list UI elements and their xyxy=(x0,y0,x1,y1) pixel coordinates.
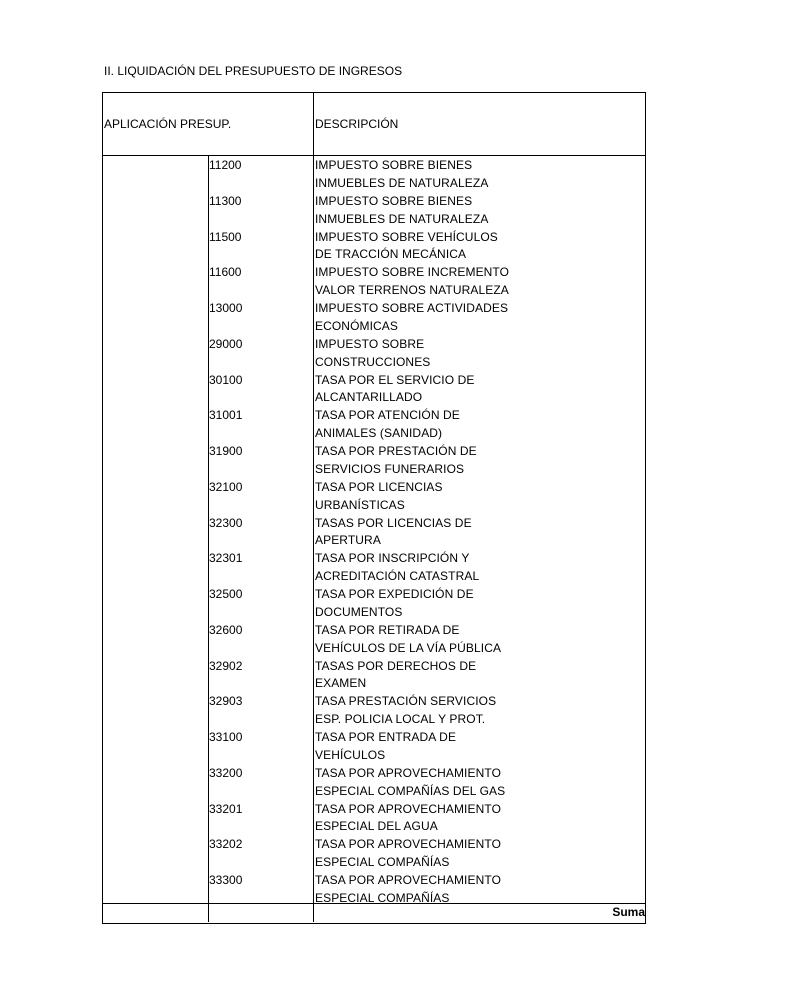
table-row xyxy=(103,336,645,372)
row-code: 32902 xyxy=(209,658,243,673)
table-row xyxy=(103,801,645,837)
row-description-line1: TASA POR PRESTACIÓN DE xyxy=(315,444,477,458)
row-description xyxy=(315,729,456,765)
table-row xyxy=(103,622,645,658)
document-title: II. LIQUIDACIÓN DEL PRESUPUESTO DE INGRESOS xyxy=(104,64,403,78)
row-code: 32500 xyxy=(209,587,243,601)
row-description-line2: ECONÓMICAS xyxy=(315,318,399,333)
row-code: 31900 xyxy=(209,444,243,458)
row-description-line1: TASA POR LICENCIAS xyxy=(315,479,443,494)
table-row xyxy=(103,693,645,729)
row-description xyxy=(315,586,474,622)
table-body xyxy=(103,157,645,908)
row-code: 13000 xyxy=(209,301,243,315)
row-code: 33200 xyxy=(209,765,243,780)
row-description-line1: TASAS POR DERECHOS DE xyxy=(315,658,477,673)
row-description-line2: ACREDITACIÓN CATASTRAL xyxy=(315,569,480,584)
row-code: 29000 xyxy=(209,336,243,351)
row-description xyxy=(315,836,501,872)
table-row xyxy=(103,729,645,765)
row-description xyxy=(315,300,508,336)
table-row xyxy=(103,264,645,300)
row-code: 11300 xyxy=(209,193,242,208)
table-row xyxy=(103,372,645,408)
row-description-line2: ESP. POLICIA LOCAL Y PROT. xyxy=(315,712,486,727)
row-description-line2: VALOR TERRENOS NATURALEZA xyxy=(315,283,509,298)
row-description xyxy=(315,515,472,551)
table-row xyxy=(103,407,645,443)
table-row xyxy=(103,586,645,622)
row-description-line1: TASA POR RETIRADA DE xyxy=(315,622,460,637)
row-description-line1: TASA POR EL SERVICIO DE xyxy=(315,372,475,387)
row-description xyxy=(315,872,501,908)
table-row xyxy=(103,157,645,193)
row-description-line2: CONSTRUCCIONES xyxy=(315,354,431,369)
row-description-line1: TASA POR APROVECHAMIENTO xyxy=(315,801,501,816)
row-description xyxy=(315,193,488,229)
row-description-line1: IMPUESTO SOBRE BIENES xyxy=(315,158,473,172)
row-code: 11600 xyxy=(209,265,242,280)
table-row xyxy=(103,300,645,336)
row-code: 33201 xyxy=(209,801,243,816)
table-row xyxy=(103,872,645,908)
row-code: 33300 xyxy=(209,873,243,887)
row-description xyxy=(315,443,477,479)
row-description-line1: TASA POR EXPEDICIÓN DE xyxy=(315,587,474,601)
row-description xyxy=(315,801,501,837)
row-description-line2: DE TRACCIÓN MECÁNICA xyxy=(315,247,467,262)
row-description xyxy=(315,658,476,694)
row-description xyxy=(315,479,443,515)
table-row xyxy=(103,479,645,515)
row-description xyxy=(315,264,509,300)
row-description-line1: IMPUESTO SOBRE INCREMENTO xyxy=(315,265,510,280)
row-code: 31001 xyxy=(209,408,243,423)
row-code: 11500 xyxy=(209,229,242,244)
row-description-line1: IMPUESTO SOBRE xyxy=(315,336,425,351)
row-code: 32100 xyxy=(209,479,243,494)
row-description-line1: TASA POR ATENCIÓN DE xyxy=(315,408,460,423)
sum-label: Suma xyxy=(612,905,645,919)
row-code: 30100 xyxy=(209,372,243,387)
row-description-line2: VEHÍCULOS DE LA VÍA PÚBLICA xyxy=(315,640,502,655)
table-row xyxy=(103,658,645,694)
row-description-line1: TASA PRESTACIÓN SERVICIOS xyxy=(315,694,497,709)
row-code: 32301 xyxy=(209,551,243,566)
row-description-line2: INMUEBLES DE NATURALEZA xyxy=(315,175,489,190)
row-code: 33100 xyxy=(209,730,243,744)
row-description-line2: ESPECIAL COMPAÑÍAS DEL GAS xyxy=(315,783,506,798)
row-description-line2: DOCUMENTOS xyxy=(315,604,403,619)
header-aplicacion: APLICACIÓN PRESUP. xyxy=(104,117,232,131)
table-row xyxy=(103,443,645,479)
row-description xyxy=(315,336,430,372)
header-descripcion: DESCRIPCIÓN xyxy=(315,117,399,131)
row-description-line2: ESPECIAL COMPAÑÍAS xyxy=(315,890,450,905)
row-description xyxy=(315,229,498,265)
row-description-line2: URBANÍSTICAS xyxy=(315,497,405,512)
row-description-line1: IMPUESTO SOBRE ACTIVIDADES xyxy=(315,301,509,315)
row-description-line1: TASA POR APROVECHAMIENTO xyxy=(315,765,501,780)
row-description xyxy=(315,407,460,443)
row-code: 33202 xyxy=(209,837,243,852)
row-description xyxy=(315,372,474,408)
row-description-line2: APERTURA xyxy=(315,533,381,548)
row-code: 32903 xyxy=(209,694,243,709)
row-description-line1: TASAS POR LICENCIAS DE xyxy=(315,515,472,530)
row-description-line1: TASA POR APROVECHAMIENTO xyxy=(315,873,501,887)
header-separator xyxy=(103,155,645,156)
row-description-line2: ALCANTARILLADO xyxy=(315,390,423,405)
row-description-line2: ESPECIAL DEL AGUA xyxy=(315,819,438,834)
row-description xyxy=(315,157,488,193)
table-row xyxy=(103,193,645,229)
table-row xyxy=(103,229,645,265)
table-row xyxy=(103,836,645,872)
row-description-line1: IMPUESTO SOBRE VEHÍCULOS xyxy=(315,229,498,244)
table-row xyxy=(103,765,645,801)
row-code: 32600 xyxy=(209,622,243,637)
row-description-line2: INMUEBLES DE NATURALEZA xyxy=(315,211,489,226)
row-description-line1: TASA POR INSCRIPCIÓN Y xyxy=(315,551,470,566)
row-description-line2: ESPECIAL COMPAÑÍAS xyxy=(315,855,450,870)
row-description-line2: SERVICIOS FUNERARIOS xyxy=(315,461,465,476)
budget-table xyxy=(102,92,646,924)
row-description-line2: VEHÍCULOS xyxy=(315,747,386,762)
row-description-line1: TASA POR ENTRADA DE xyxy=(315,730,457,744)
table-row xyxy=(103,515,645,551)
row-code: 11200 xyxy=(209,158,242,172)
row-description xyxy=(315,765,505,801)
row-description xyxy=(315,622,501,658)
row-code: 32300 xyxy=(209,515,243,530)
row-description-line1: IMPUESTO SOBRE BIENES xyxy=(315,193,473,208)
row-description-line2: EXAMEN xyxy=(315,676,367,691)
row-description xyxy=(315,693,496,729)
row-description-line1: TASA POR APROVECHAMIENTO xyxy=(315,837,501,852)
table-row xyxy=(103,550,645,586)
row-description xyxy=(315,550,479,586)
row-description-line2: ANIMALES (SANIDAD) xyxy=(315,426,443,441)
